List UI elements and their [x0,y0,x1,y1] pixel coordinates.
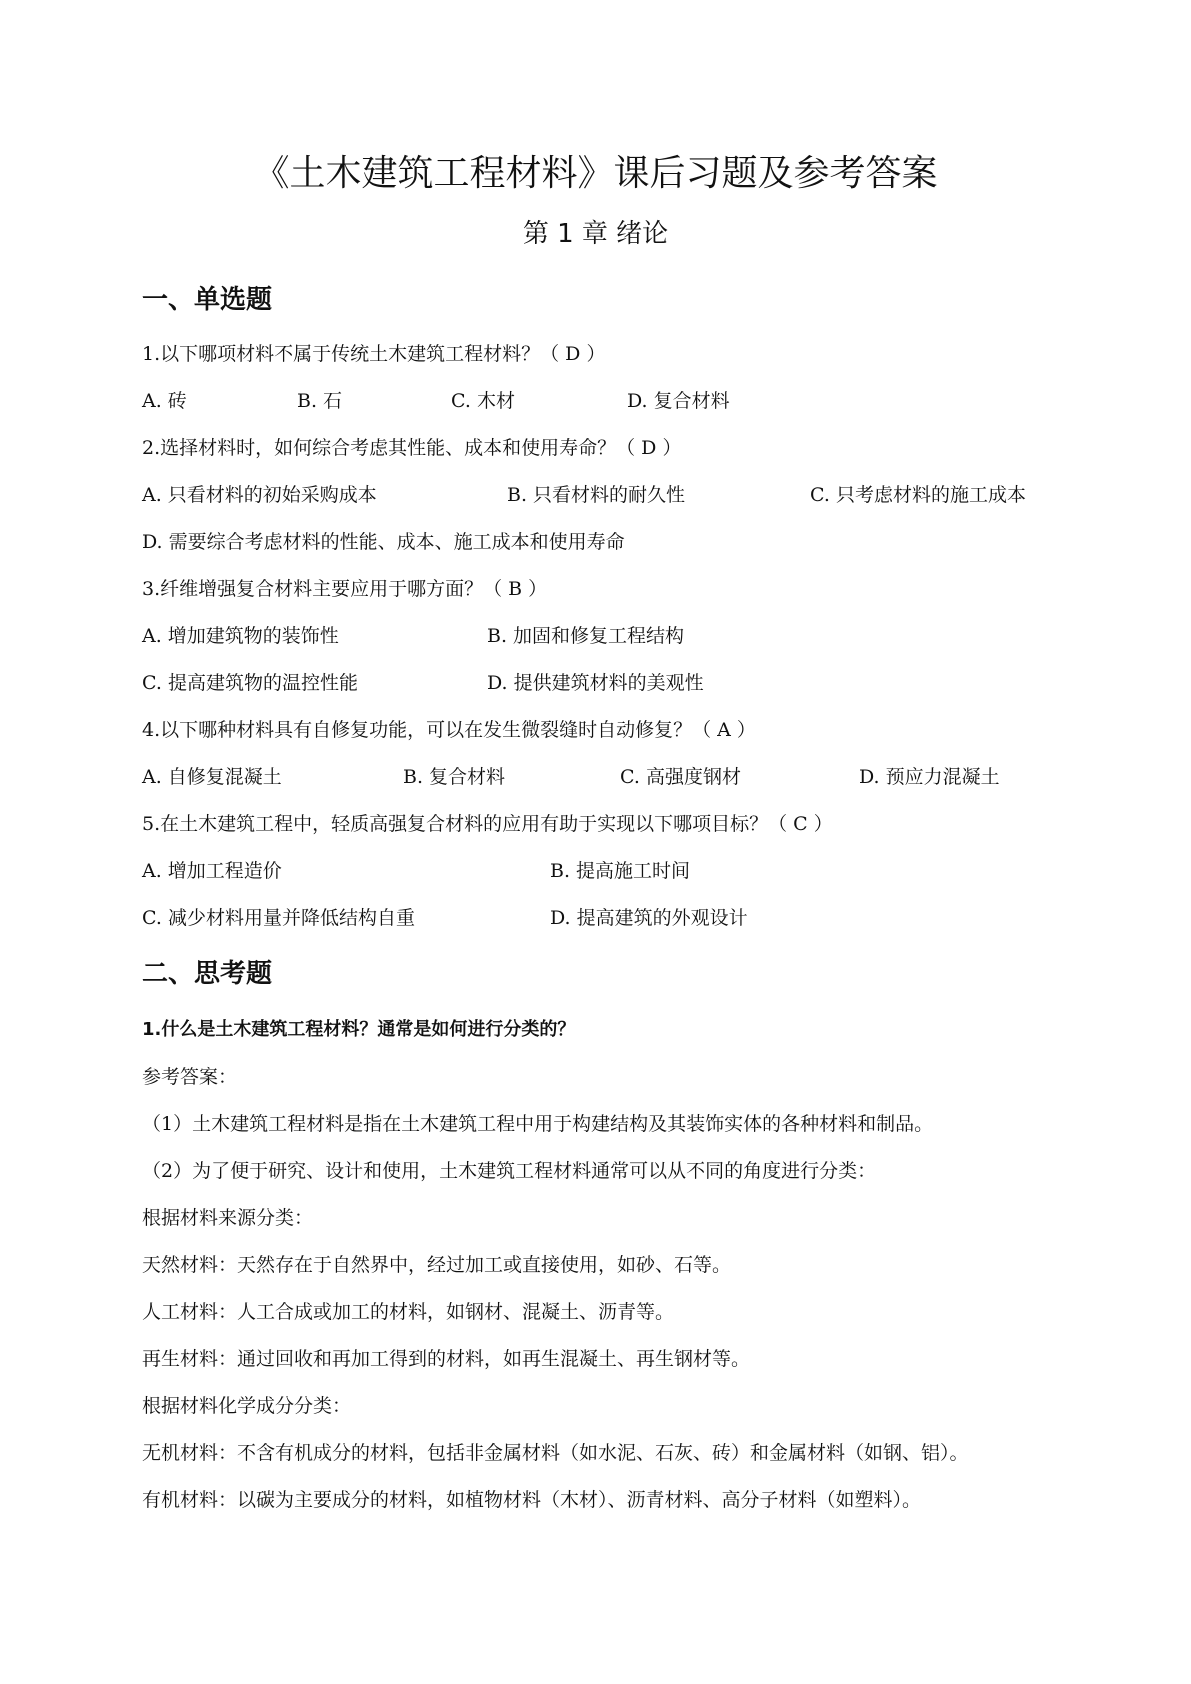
question-5: 5.在土木建筑工程中，轻质高强复合材料的应用有助于实现以下哪项目标？（ C ） [142,813,833,835]
question-2-option-d: D. 需要综合考虑材料的性能、成本、施工成本和使用寿命 [142,531,625,553]
thinking-question-1: 1.什么是土木建筑工程材料？通常是如何进行分类的？ [142,1019,576,1040]
answer-line-2: （2）为了便于研究、设计和使用，土木建筑工程材料通常可以从不同的角度进行分类： [142,1160,877,1182]
question-3-option-b: B. 加固和修复工程结构 [487,625,685,647]
answer-line-3: 根据材料来源分类： [142,1207,314,1229]
question-1: 1.以下哪项材料不属于传统土木建筑工程材料？（ D ） [142,343,606,365]
answer-line-8: 无机材料：不含有机成分的材料，包括非金属材料（如水泥、石灰、砖）和金属材料（如钢、铝）。 [142,1442,969,1464]
answer-label: 参考答案： [142,1066,238,1088]
question-5-option-a: A. 增加工程造价 [142,860,282,882]
question-5-option-d: D. 提高建筑的外观设计 [550,907,748,929]
question-2-option-b: B. 只看材料的耐久性 [507,484,686,506]
question-1-option-b: B. 石 [297,390,343,412]
answer-line-7: 根据材料化学成分分类： [142,1395,352,1417]
question-2-option-a: A. 只看材料的初始采购成本 [142,484,377,506]
answer-line-5: 人工材料：人工合成或加工的材料，如钢材、混凝土、沥青等。 [142,1301,675,1323]
question-4-option-b: B. 复合材料 [403,766,506,788]
question-3-option-c: C. 提高建筑物的温控性能 [142,672,358,694]
question-1-option-a: A. 砖 [142,390,187,412]
question-4-option-d: D. 预应力混凝土 [859,766,1000,788]
question-2: 2.选择材料时，如何综合考虑其性能、成本和使用寿命？（ D ） [142,437,682,459]
answer-line-4: 天然材料：天然存在于自然界中，经过加工或直接使用，如砂、石等。 [142,1254,732,1276]
document-title: 《土木建筑工程材料》课后习题及参考答案 [253,153,938,194]
question-3: 3.纤维增强复合材料主要应用于哪方面？（ B ） [142,578,548,600]
question-1-option-c: C. 木材 [451,390,515,412]
question-4-option-a: A. 自修复混凝土 [142,766,282,788]
section-heading-single-choice: 一、单选题 [142,285,273,315]
answer-line-6: 再生材料：通过回收和再加工得到的材料，如再生混凝土、再生钢材等。 [142,1348,751,1370]
answer-line-9: 有机材料：以碳为主要成分的材料，如植物材料（木材）、沥青材料、高分子材料（如塑料）。 [142,1489,922,1511]
answer-line-1: （1）土木建筑工程材料是指在土木建筑工程中用于构建结构及其装饰实体的各种材料和制品。 [142,1113,934,1135]
question-3-option-d: D. 提供建筑材料的美观性 [487,672,704,694]
question-3-option-a: A. 增加建筑物的装饰性 [142,625,339,647]
question-5-option-b: B. 提高施工时间 [550,860,691,882]
chapter-heading: 第 1 章 绪论 [522,219,669,249]
section-heading-thinking: 二、思考题 [142,959,273,989]
question-5-option-c: C. 减少材料用量并降低结构自重 [142,907,415,929]
question-1-option-d: D. 复合材料 [627,390,730,412]
question-4-option-c: C. 高强度钢材 [620,766,741,788]
question-4: 4.以下哪种材料具有自修复功能，可以在发生微裂缝时自动修复？（ A ） [142,719,756,741]
question-2-option-c: C. 只考虑材料的施工成本 [810,484,1026,506]
